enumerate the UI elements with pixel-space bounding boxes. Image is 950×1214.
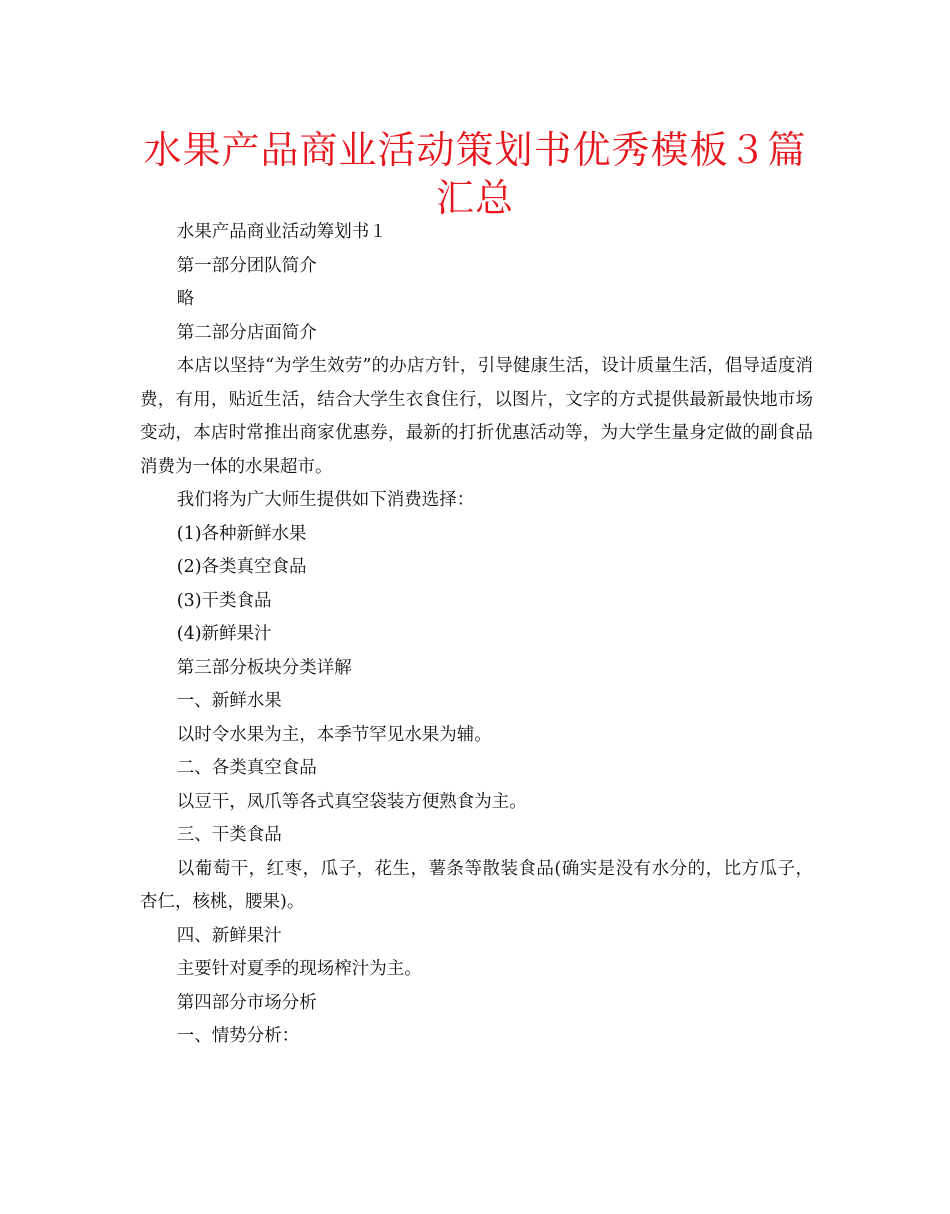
paragraph: 以时令水果为主，本季节罕见水果为辅。 — [176, 724, 492, 745]
document-body — [140, 216, 813, 1054]
subheading: 一、新鲜水果 — [176, 691, 282, 711]
list-item: (3)干类食品 — [176, 590, 272, 611]
heading-plan-1: 水果产品商业活动筹划书１ — [176, 222, 387, 242]
paragraph: 本店以坚持“为学生效劳”的办店方针，引导健康生活，设计质量生活，倡导适度消费，有用，贴近生活，结合大学生衣食住行，以图片，文字的方式提供最新最快地市场变动，本店时常推出商家优惠券，最新的打折优惠活动等，为大学生量身定做的副食品消费为一体的水果超市。 — [140, 356, 813, 477]
heading-part-3: 第三部分板块分类详解 — [176, 657, 352, 678]
list-item: (4)新鲜果汁 — [176, 624, 272, 644]
heading-part-1: 第一部分团队简介 — [176, 255, 317, 276]
heading-part-2: 第二部分店面简介 — [176, 322, 317, 343]
subheading: 三、干类食品 — [176, 825, 282, 845]
paragraph: 主要针对夏季的现场榨汁为主。 — [176, 959, 422, 979]
paragraph: 我们将为广大师生提供如下消费选择： — [176, 490, 475, 510]
list-item: (2)各类真空食品 — [176, 557, 307, 577]
subheading: 四、新鲜果汁 — [176, 925, 282, 946]
paragraph: 以豆干，凤爪等各式真空袋装方便熟食为主。 — [176, 791, 527, 812]
document-title: 水果产品商业活动策划书优秀模板３篇汇总 — [143, 128, 807, 220]
subheading: 二、各类真空食品 — [176, 758, 317, 778]
paragraph: 略 — [176, 289, 195, 309]
paragraph: 以葡萄干，红枣，瓜子，花生，薯条等散装食品(确实是没有水分的，比方瓜子，杏仁，核桃，腰果)。 — [140, 858, 813, 912]
heading-part-4: 第四部分市场分析 — [176, 992, 317, 1013]
list-item: (1)各种新鲜水果 — [176, 523, 307, 544]
subheading: 一、情势分析： — [176, 1026, 300, 1046]
